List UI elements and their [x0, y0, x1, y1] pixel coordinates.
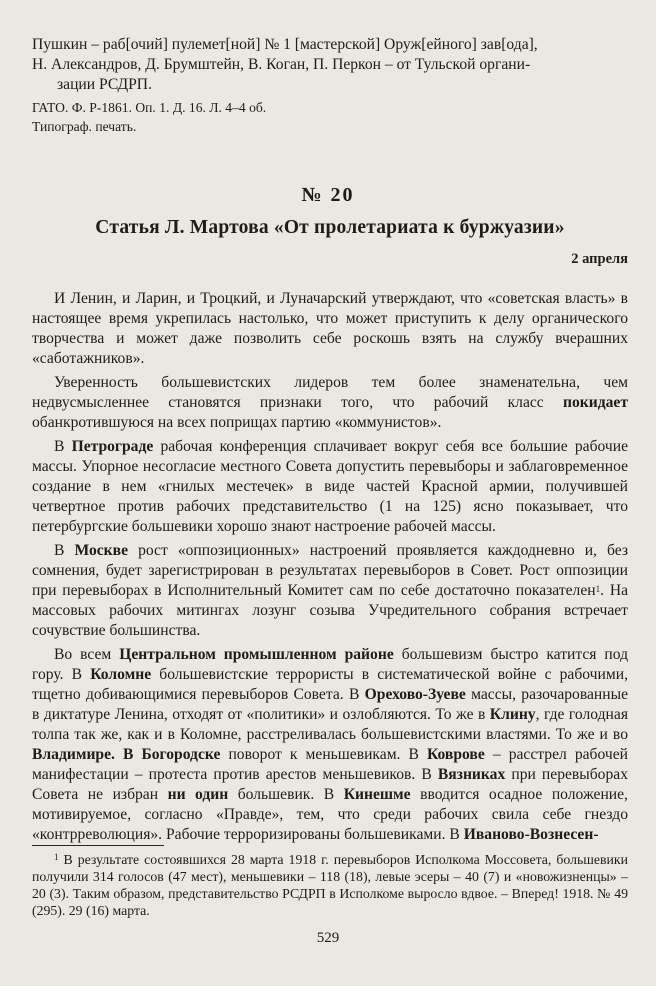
p5-text-3: большевистские террористы в систематической войне с рабочими, тщетно добивающимися перевыборов Совета. В	[32, 666, 628, 703]
paragraph-2-text-a: Уверенность большевистских лидеров тем более знаменательна, чем недвусмысленнее становятся признаки того, что рабочий класс	[32, 374, 628, 411]
p5-text-8: при перевыборах Совета не избран	[32, 766, 628, 803]
footnote-text: В результате состоявшихся 28 марта 1918 г. перевыборов Исполкома Моссовета, большевики получили 314 голосов (47 мест), меньшевики – 118 (18), левые эсеры – 40 (7) и «новожизненцы» – 20 (3). Таким образом, представительство РСДРП в Исполкоме выросло вдвое. – Вперед! 1918. № 49 (295). 29 (16) марта.	[32, 852, 628, 918]
p5-text-9: большевик. В	[237, 786, 335, 803]
document-title: Статья Л. Мартова «От пролетариата к буржуазии»	[95, 217, 565, 238]
p5-bold-1: Центральном промышленном районе	[119, 646, 394, 663]
paragraph-4-bold-a: Москве	[74, 542, 129, 559]
p5-bold-4: Клину	[489, 706, 536, 723]
signatories-line-3: зации РСДРП.	[57, 76, 152, 93]
p5-text-2: большевизм быстро катится под гору. В	[32, 646, 629, 683]
footnote-divider	[32, 845, 164, 846]
archive-reference	[32, 98, 628, 136]
paragraph-2-text-b: обанкротившуюся на всех поприщах партию «коммунистов».	[32, 414, 442, 431]
footnote-marker: 1	[54, 852, 59, 862]
paragraph-2	[32, 373, 628, 433]
signatories-line-2: Н. Александров, Д. Брумштейн, В. Коган, П. Перкон – от Тульской органи-	[32, 56, 531, 73]
p5-bold-2: Коломне	[90, 666, 152, 683]
paragraph-3	[32, 437, 628, 537]
paragraph-4-text-b: рост «оппозиционных» настроений проявляется каждодневно и, без сомнения, будет зарегистрирован в результатах перевыборов в Совет. Рост оппозиции при перевыборах в Исполнительный Комитет сам по себе достаточно показателен	[32, 542, 628, 599]
archive-citation: ГАТО. Ф. Р-1861. Оп. 1. Д. 16. Л. 4–4 об.	[32, 100, 267, 115]
paragraph-1: И Ленин, и Ларин, и Троцкий, и Луначарский утверждают, что «советская власть» в настоящее время укрепилась настолько, что может приступить к делу органического творчества и может даже позволить себе роскошь взять на службу вчерашних «саботажников».	[32, 290, 628, 367]
paragraph-5	[32, 645, 628, 845]
page-number: 529	[316, 930, 340, 946]
paragraph-3-bold-a: Петрограде	[71, 438, 154, 455]
paragraph-3-text-a: В	[54, 438, 65, 455]
p5-text-6: поворот к меньшевикам. В	[228, 746, 419, 763]
p5-text-4: массы, разочарованные в диктатуре Ленина, отходят от «политики» и озлобляются. То же в	[32, 686, 628, 723]
paragraph-4-text-a: В	[54, 542, 65, 559]
p5-text-5: , где голодная толпа так же, как и в Коломне, расстреливалась большевистскими властями. То же и во	[32, 706, 628, 743]
paragraph-4	[32, 541, 628, 641]
p5-bold-7: Вязниках	[437, 766, 506, 783]
paragraph-4-text-c: . На массовых рабочих митингах лозунг созыва Учредительного собрания встречает сочувствие большинства.	[32, 582, 628, 639]
signatories-block	[32, 35, 628, 95]
paragraph-3-text-b: рабочая конференция сплачивает вокруг себя все большие рабочие массы. Упорное несогласие местного Совета допустить перевыборы и заблаговременное создание в нем «гнилых местечек» в виде частей Красной армии, получившей четвертное против рабочих представительство (1 на 125) ясно показывает, что петербургские большевики хорошо знают настроение рабочей массы.	[32, 438, 628, 535]
paragraph-2-bold-a: покидает	[562, 394, 628, 411]
footnote-ref[interactable]: 1	[595, 584, 601, 594]
footnote	[32, 851, 628, 919]
p5-text-10: вводится осадное положение, мотивируемое, согласно «Правде», тем, что среди рабочих свила себе гнездо «контрреволюция». Рабочие терроризированы большевиками. В	[32, 786, 628, 843]
print-type: Типограф. печать.	[32, 119, 137, 134]
p5-bold-8: ни один	[167, 786, 229, 803]
p5-text-7: – расстрел рабочей манифестации – протеста против арестов меньшевиков. В	[32, 746, 628, 783]
signatories-line-1: Пушкин – раб[очий] пулемет[ной] № 1 [мастерской] Оруж[ейного] зав[ода],	[32, 36, 538, 53]
p5-bold-10: Иваново-Вознесен-	[463, 826, 599, 843]
p5-bold-3: Орехово-Зуеве	[364, 686, 466, 703]
article-body	[32, 289, 628, 845]
p5-bold-5: Владимире. В Богородске	[32, 746, 221, 763]
p5-text-1: Во всем	[54, 646, 112, 663]
document-date: 2 апреля	[571, 251, 628, 267]
p5-bold-6: Коврове	[426, 746, 485, 763]
document-number: № 20	[301, 184, 355, 206]
p5-bold-9: Кинешме	[343, 786, 411, 803]
